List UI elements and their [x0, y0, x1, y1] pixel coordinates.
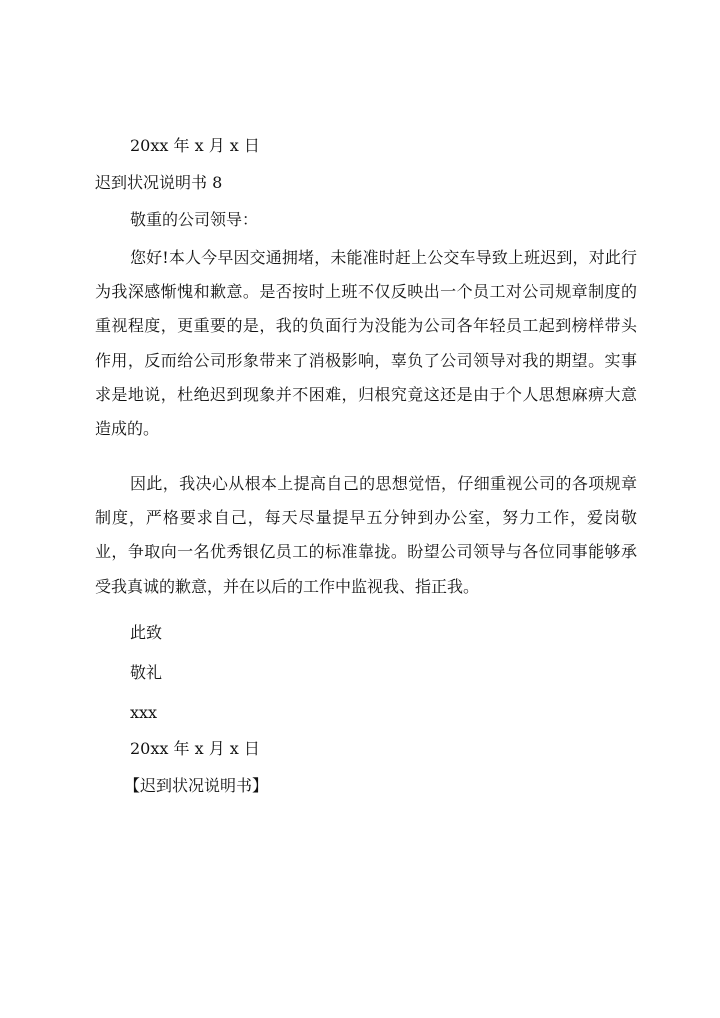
body-paragraph-1: 您好!本人今早因交通拥堵，未能准时赶上公交车导致上班迟到，对此行为我深感惭愧和歉意。是否按时上班不仅反映出一个员工对公司规章制度的重视程度，更重要的是，我的负面行为没能为公司各年轻员工起到榜样带头作用，反而给公司形象带来了消极影响，辜负了公司领导对我的期望。实事求是地说，杜绝迟到现象并不困难，归根究竟这还是由于个人思想麻痹大意造成的。 — [95, 248, 637, 439]
body-paragraph-2: 因此，我决心从根本上提高自己的思想觉悟，仔细重视公司的各项规章制度，严格要求自己，每天尽量提早五分钟到办公室，努力工作，爱岗敬业，争取向一名优秀银亿员工的标准靠拢。盼望公司领导与各位同事能够承受我真诚的歉意，并在以后的工作中监视我、指正我。 — [95, 474, 637, 596]
document-title: 迟到状况说明书 8 — [95, 173, 223, 192]
footer-tag: 【迟到状况说明书】 — [124, 776, 269, 795]
top-date: 20xx 年 x 月 x 日 — [130, 136, 260, 155]
closing-line-1: 此致 — [130, 623, 163, 642]
bottom-date: 20xx 年 x 月 x 日 — [130, 739, 260, 758]
salutation: 敬重的公司领导： — [130, 210, 259, 229]
signature: xxx — [130, 703, 158, 722]
closing-line-2: 敬礼 — [130, 663, 163, 682]
